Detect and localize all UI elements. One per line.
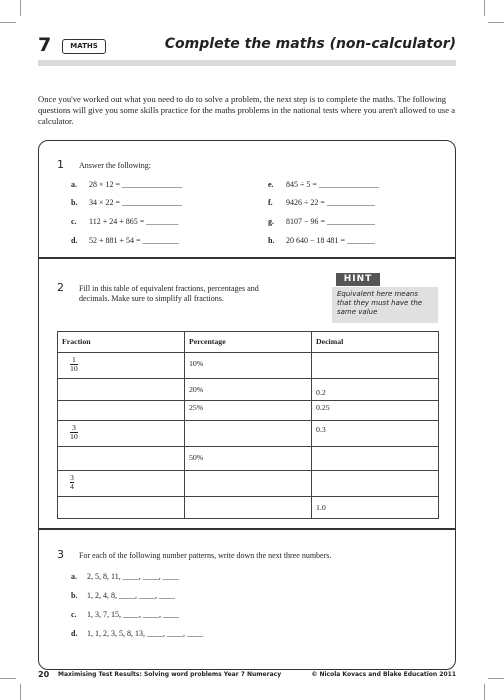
item-text: 112 + 24 + 865 = ________ [89, 217, 179, 226]
cell-value: 10% [189, 359, 204, 368]
decimal-cell[interactable] [312, 379, 439, 401]
q1-item-c [71, 217, 178, 226]
fraction [70, 474, 74, 491]
question-3-prompt: For each of the following number patterns, write down the next three numbers. [79, 551, 332, 560]
table-row [58, 379, 439, 401]
column-header: Decimal [312, 332, 439, 353]
item-label: a. [71, 180, 77, 189]
percentage-cell[interactable] [185, 353, 312, 379]
footer-book-title: Maximising Test Results: Solving word problems Year 7 Numeracy [58, 671, 282, 678]
fraction-cell[interactable] [58, 421, 185, 447]
item-label: a. [71, 572, 77, 581]
percentage-cell[interactable] [185, 471, 312, 497]
percentage-cell[interactable] [185, 379, 312, 401]
question-3-number: 3 [57, 548, 64, 561]
crop-mark [20, 684, 21, 700]
crop-mark [20, 0, 21, 16]
item-text: 1, 1, 2, 3, 5, 8, 13, ____, ____, ____ [87, 629, 203, 638]
question-1-number: 1 [57, 158, 64, 171]
q3-item-d [71, 629, 203, 638]
q1-item-d [71, 236, 179, 245]
cell-value: 50% [189, 453, 204, 462]
decimal-cell[interactable] [312, 401, 439, 421]
crop-mark [0, 678, 16, 679]
cell-value: 1.0 [316, 503, 326, 512]
table-row [58, 497, 439, 519]
item-label: h. [268, 236, 275, 245]
fraction-cell[interactable] [58, 447, 185, 471]
q3-item-a [71, 572, 179, 581]
q1-item-a [71, 180, 182, 189]
item-text: 1, 3, 7, 15, ____, ____, ____ [87, 610, 179, 619]
crop-mark [488, 22, 504, 23]
item-text: 2, 5, 8, 11, ____, ____, ____ [87, 572, 179, 581]
page-number: 20 [38, 670, 50, 679]
item-text: 52 + 881 + 54 = _________ [89, 236, 179, 245]
cell-value: 25% [189, 403, 204, 412]
table-header-row [58, 332, 439, 353]
fraction [70, 424, 78, 441]
numerator: 1 [71, 355, 76, 364]
table-row [58, 471, 439, 497]
fraction-cell[interactable] [58, 401, 185, 421]
q3-item-c [71, 610, 179, 619]
cell-value: 20% [189, 385, 204, 394]
cell-value: 0.25 [316, 403, 330, 412]
item-label: d. [71, 629, 78, 638]
item-text: 845 ÷ 5 = _______________ [286, 180, 379, 189]
fraction-cell[interactable] [58, 379, 185, 401]
decimal-cell[interactable] [312, 353, 439, 379]
equivalence-table [57, 331, 439, 519]
denominator: 10 [70, 432, 78, 441]
percentage-cell[interactable] [185, 497, 312, 519]
column-header: Percentage [185, 332, 312, 353]
section-divider [38, 528, 456, 530]
item-text: 28 × 12 = _______________ [89, 180, 183, 189]
fraction-cell[interactable] [58, 353, 185, 379]
decimal-cell[interactable] [312, 447, 439, 471]
item-label: g. [268, 217, 274, 226]
denominator: 4 [70, 482, 74, 491]
item-text: 1, 2, 4, 8, ____, ____, ____ [87, 591, 175, 600]
numerator: 3 [70, 473, 74, 482]
item-label: f. [268, 198, 273, 207]
q3-item-b [71, 591, 175, 600]
crop-mark [484, 684, 485, 700]
question-2-prompt: Fill in this table of equivalent fractions, percentages and decimals. Make sure to simplify all fractions. [79, 284, 259, 303]
q1-item-b [71, 198, 182, 207]
item-text: 8107 − 96 = ____________ [286, 217, 376, 226]
item-text: 20 640 − 18 481 = _______ [286, 236, 376, 245]
cell-value: 0.2 [316, 388, 326, 397]
intro-paragraph: Once you've worked out what you need to do to solve a problem, the next step is to complete the maths. The following questions will give you some skills practice for the maths problems in the national tests where you aren't allowed to use a calculator. [38, 94, 456, 126]
percentage-cell[interactable] [185, 421, 312, 447]
item-label: c. [71, 217, 77, 226]
footer-copyright: © Nicola Kovacs and Blake Education 2011 [311, 671, 456, 678]
item-text: 9426 ÷ 22 = ____________ [286, 198, 375, 207]
item-label: d. [71, 236, 78, 245]
table-row [58, 353, 439, 379]
page-title: Complete the maths (non-calculator) [164, 36, 456, 52]
table-row [58, 421, 439, 447]
item-text: 34 × 22 = _______________ [89, 198, 183, 207]
q1-item-h [268, 236, 375, 245]
fraction [70, 356, 78, 373]
section-divider [38, 257, 456, 259]
numerator: 3 [71, 423, 76, 432]
item-label: b. [71, 198, 78, 207]
percentage-cell[interactable] [185, 401, 312, 421]
column-header: Fraction [58, 332, 185, 353]
q1-item-f [268, 198, 375, 207]
q1-item-g [268, 217, 375, 226]
fraction-cell[interactable] [58, 497, 185, 519]
decimal-cell[interactable] [312, 471, 439, 497]
percentage-cell[interactable] [185, 447, 312, 471]
item-label: e. [268, 180, 274, 189]
crop-mark [488, 678, 504, 679]
decimal-cell[interactable] [312, 497, 439, 519]
subject-badge: MATHS [62, 39, 106, 54]
question-2-number: 2 [57, 281, 64, 294]
fraction-cell[interactable] [58, 471, 185, 497]
item-label: b. [71, 591, 78, 600]
title-underline-bar [38, 60, 456, 66]
table-row [58, 447, 439, 471]
crop-mark [484, 0, 485, 16]
item-label: c. [71, 610, 77, 619]
hint-text: Equivalent here means that they must have the same value [337, 290, 423, 316]
denominator: 10 [70, 364, 78, 373]
question-1-prompt: Answer the following: [79, 161, 151, 170]
q1-item-e [268, 180, 379, 189]
chapter-number: 7 [38, 34, 52, 56]
hint-label: HINT [336, 273, 380, 286]
table-row [58, 401, 439, 421]
crop-mark [0, 22, 16, 23]
cell-value: 0.3 [316, 425, 326, 434]
decimal-cell[interactable] [312, 421, 439, 447]
hint-box [332, 287, 438, 323]
